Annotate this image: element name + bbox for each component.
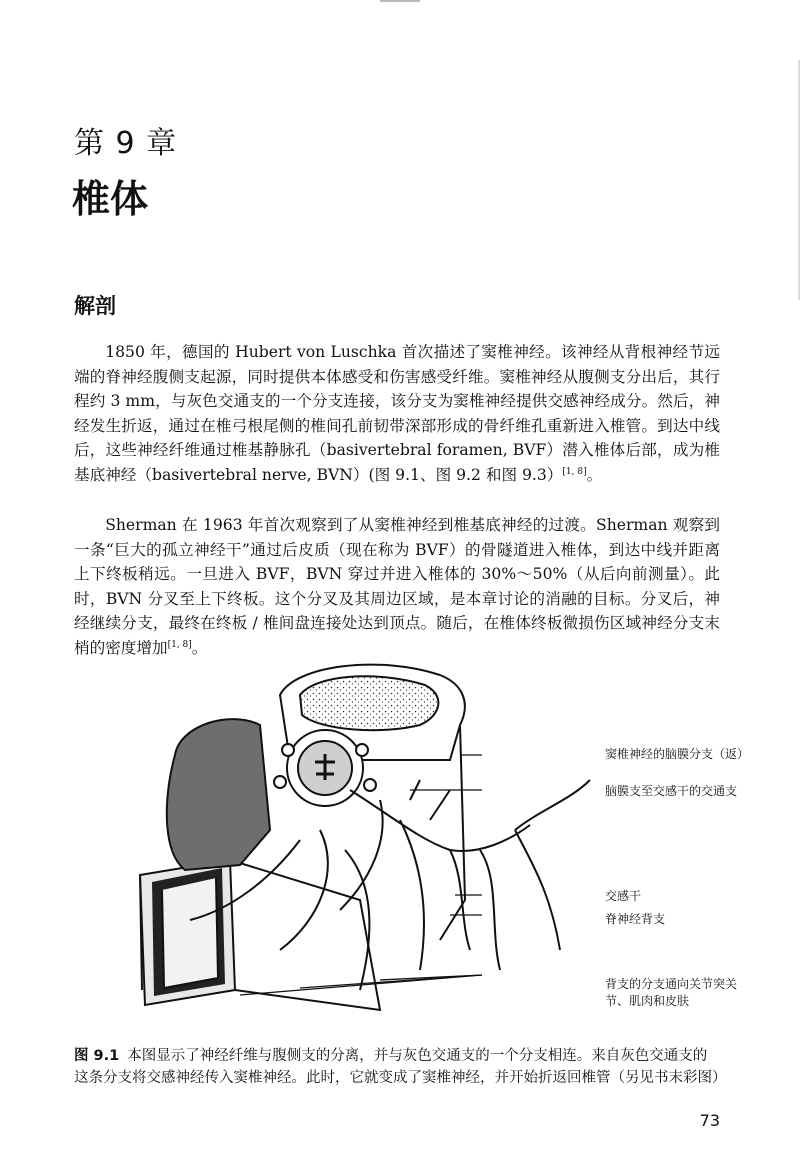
chapter-number: 第 9 章	[74, 126, 178, 161]
paragraph-1-tail: 。	[586, 465, 603, 484]
scan-mark-top	[380, 0, 420, 2]
paragraph-2-citation: [1, 8]	[167, 639, 192, 650]
paragraph-1-citation: [1, 8]	[562, 466, 587, 477]
figure-caption	[74, 1045, 727, 1089]
label-dorsal-branches-2: 节、肌肉和皮肤	[605, 994, 690, 1008]
paragraph-2-tail: 。	[191, 638, 208, 657]
paragraph-1-text: 1850 年，德国的 Hubert von Luschka 首次描述了窦椎神经。该神经从背根神经节远端的脊神经腹侧支起源，同时提供本体感受和伤害感受纤维。窦椎神经从腹侧支分出后，其行程约 3 mm，与灰色交通支的一个分支连接，该分支为窦椎神经提供交感神经成分。然后，神经发生折返，通过在椎弓根尾侧的椎间孔前韧带深部形成的骨纤维孔重新进入椎管。到达中线后，这些神经纤维通过椎基静脉孔（basivertebral foramen, BVF）潜入椎体后部，成为椎基底神经（basivertebral nerve, BVN）(图 9.1、图 9.2 和图 9.3）	[74, 343, 720, 484]
label-dorsal-ramus: 脊神经背支	[605, 912, 666, 926]
page-number: 73	[699, 1111, 720, 1130]
label-sympathetic-trunk: 交感干	[605, 889, 642, 903]
vertebra-illustration	[120, 650, 680, 1030]
label-communicating-branch: 脑膜支至交感干的交通支	[605, 784, 738, 798]
vertebral-side-mass	[167, 719, 270, 870]
label-dorsal-branches-1: 背支的分支通向关节突关	[605, 977, 738, 991]
label-meningeal-branch: 窦椎神经的脑膜分支（返）	[605, 747, 750, 761]
paragraph-2	[74, 513, 720, 661]
paragraph-1	[74, 340, 720, 488]
figure-caption-text: 本图显示了神经纤维与腹侧支的分离，并与灰色交通支的一个分支相连。来自灰色交通支的这条分支将交感神经传入窦椎神经。此时，它就变成了窦椎神经，并开始折返回椎管（另见书末彩图）	[74, 1048, 727, 1086]
paragraph-2-text: Sherman 在 1963 年首次观察到了从窦椎神经到椎基底神经的过渡。Sherman 观察到一条“巨大的孤立神经干”通过后皮质（现在称为 BVF）的骨隧道进入椎体，到达中线并距离上下终板稍远。一旦进入 BVF，BVN 穿过并进入椎体的 30%～50%（从后向前测量）。此时，BVN 分叉至上下终板。这个分叉及其周边区域，是本章讨论的消融的目标。分叉后，神经继续分支，最终在终板 / 椎间盘连接处达到顶点。随后，在椎体终板微损伤区域神经分支末梢的密度增加	[74, 516, 720, 657]
figure-caption-id: 图 9.1	[74, 1048, 120, 1064]
anatomy-figure	[120, 650, 750, 1030]
chapter-title: 椎体	[72, 177, 149, 221]
section-heading: 解剖	[74, 294, 116, 318]
